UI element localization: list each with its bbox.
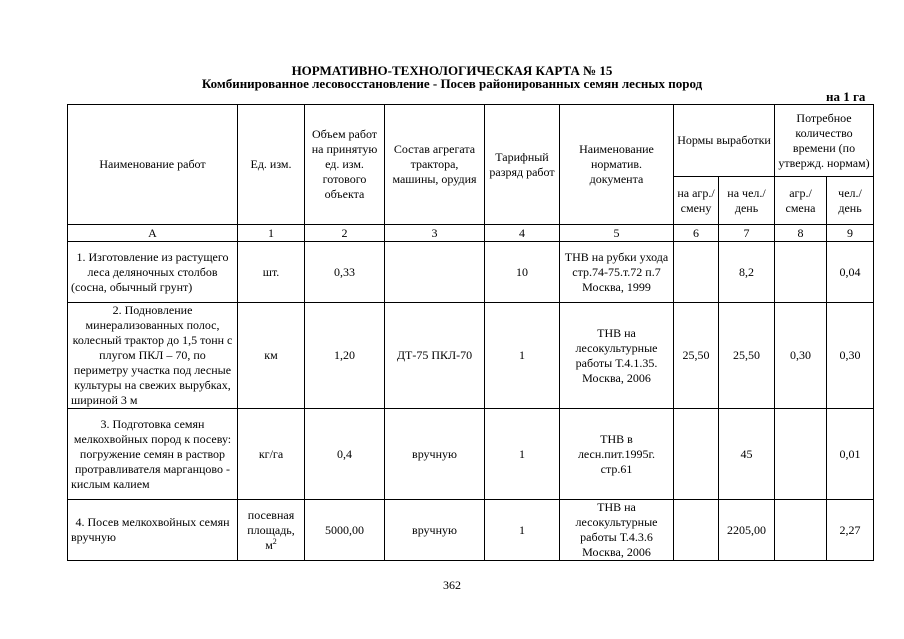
header-work-name: Наименование работ xyxy=(68,105,238,225)
output-person-cell: 2205,00 xyxy=(719,500,775,561)
header-output-agr: на агр./ смену xyxy=(674,177,719,225)
work-name: 3. Подготовка семян мелкохвойных пород к посеву: погружение семян в раствор протравливателя марганцово - кислым калием xyxy=(68,409,238,500)
time-person-cell: 0,04 xyxy=(827,242,874,303)
time-person-cell: 2,27 xyxy=(827,500,874,561)
output-person-cell: 25,50 xyxy=(719,303,775,409)
time-agr-cell: 0,30 xyxy=(775,303,827,409)
doc-cell: ТНВ на лесокультурные работы Т.4.3.6 Москва, 2006 xyxy=(560,500,674,561)
unit-cell xyxy=(238,409,305,500)
output-person-cell: 8,2 xyxy=(719,242,775,303)
unit-text: км xyxy=(264,348,278,362)
output-agr-cell xyxy=(674,409,719,500)
doc-cell: ТНВ на лесокультурные работы Т.4.1.35. Москва, 2006 xyxy=(560,303,674,409)
work-name: 4. Посев мелкохвойных семян вручную xyxy=(68,500,238,561)
time-person-cell: 0,30 xyxy=(827,303,874,409)
document-subtitle: Комбинированное лесовосстановление - Посев районированных семян лесных пород xyxy=(201,76,703,91)
index-cell: 9 xyxy=(827,225,874,242)
output-person-cell: 45 xyxy=(719,409,775,500)
output-agr-cell: 25,50 xyxy=(674,303,719,409)
index-cell: 1 xyxy=(238,225,305,242)
unit-cell xyxy=(238,242,305,303)
table-row xyxy=(68,242,874,303)
index-cell: 4 xyxy=(485,225,560,242)
index-cell: А xyxy=(68,225,238,242)
index-cell: 5 xyxy=(560,225,674,242)
index-cell: 2 xyxy=(305,225,385,242)
time-person-cell: 0,01 xyxy=(827,409,874,500)
header-time-needed: Потребное количество времени (по утвержд. нормам) xyxy=(775,105,874,177)
volume-cell: 1,20 xyxy=(305,303,385,409)
unit-superscript: 2 xyxy=(272,536,277,546)
unit-cell xyxy=(238,303,305,409)
time-agr-cell xyxy=(775,500,827,561)
unit-text: посевная площадь, м xyxy=(247,507,295,552)
doc-cell: ТНВ в лесн.пит.1995г. стр.61 xyxy=(560,409,674,500)
header-rate: Тарифный разряд работ xyxy=(485,105,560,225)
doc-cell: ТНВ на рубки ухода стр.74-75.т.72 п.7 Москва, 1999 xyxy=(560,242,674,303)
aggregate-cell: вручную xyxy=(385,500,485,561)
document-title: НОРМАТИВНО-ТЕХНОЛОГИЧЕСКАЯ КАРТА № 15 xyxy=(291,63,613,78)
header-norm-doc: Наименование норматив. документа xyxy=(560,105,674,225)
header-output-norms: Нормы выработки xyxy=(674,105,775,177)
header-time-agr: агр./ смена xyxy=(775,177,827,225)
header-unit: Ед. изм. xyxy=(238,105,305,225)
volume-cell: 5000,00 xyxy=(305,500,385,561)
aggregate-cell xyxy=(385,242,485,303)
time-agr-cell xyxy=(775,242,827,303)
rate-cell: 1 xyxy=(485,409,560,500)
header-time-person: чел./ день xyxy=(827,177,874,225)
rate-cell: 1 xyxy=(485,500,560,561)
output-agr-cell xyxy=(674,500,719,561)
norms-table xyxy=(67,104,874,561)
volume-cell: 0,33 xyxy=(305,242,385,303)
time-agr-cell xyxy=(775,409,827,500)
volume-cell: 0,4 xyxy=(305,409,385,500)
header-row-1 xyxy=(68,105,874,177)
output-agr-cell xyxy=(674,242,719,303)
unit-text: шт. xyxy=(262,264,280,279)
work-name: 2. Подновление минерализованных полос, колесный трактор до 1,5 тонн с плугом ПКЛ – 70, по периметру участка под лесные культуры на свежих вырубках, шириной 3 м xyxy=(68,303,238,409)
index-cell: 6 xyxy=(674,225,719,242)
unit-note: на 1 га xyxy=(826,89,866,104)
rate-cell: 10 xyxy=(485,242,560,303)
table-row xyxy=(68,409,874,500)
aggregate-cell: вручную xyxy=(385,409,485,500)
table-row xyxy=(68,303,874,409)
header-output-person: на чел./ день xyxy=(719,177,775,225)
column-index-row xyxy=(68,225,874,242)
index-cell: 3 xyxy=(385,225,485,242)
index-cell: 7 xyxy=(719,225,775,242)
work-name: 1. Изготовление из растущего леса деляночных столбов (сосна, обычный грунт) xyxy=(68,242,238,303)
aggregate-cell: ДТ-75 ПКЛ-70 xyxy=(385,303,485,409)
unit-cell xyxy=(238,500,305,561)
header-aggregate: Состав агрегата трактора, машины, орудия xyxy=(385,105,485,225)
page-number: 362 xyxy=(443,578,461,592)
index-cell: 8 xyxy=(775,225,827,242)
unit-text: кг/га xyxy=(258,446,284,461)
table-row xyxy=(68,500,874,561)
rate-cell: 1 xyxy=(485,303,560,409)
header-volume: Объем работ на принятую ед. изм. готового объекта xyxy=(305,105,385,225)
